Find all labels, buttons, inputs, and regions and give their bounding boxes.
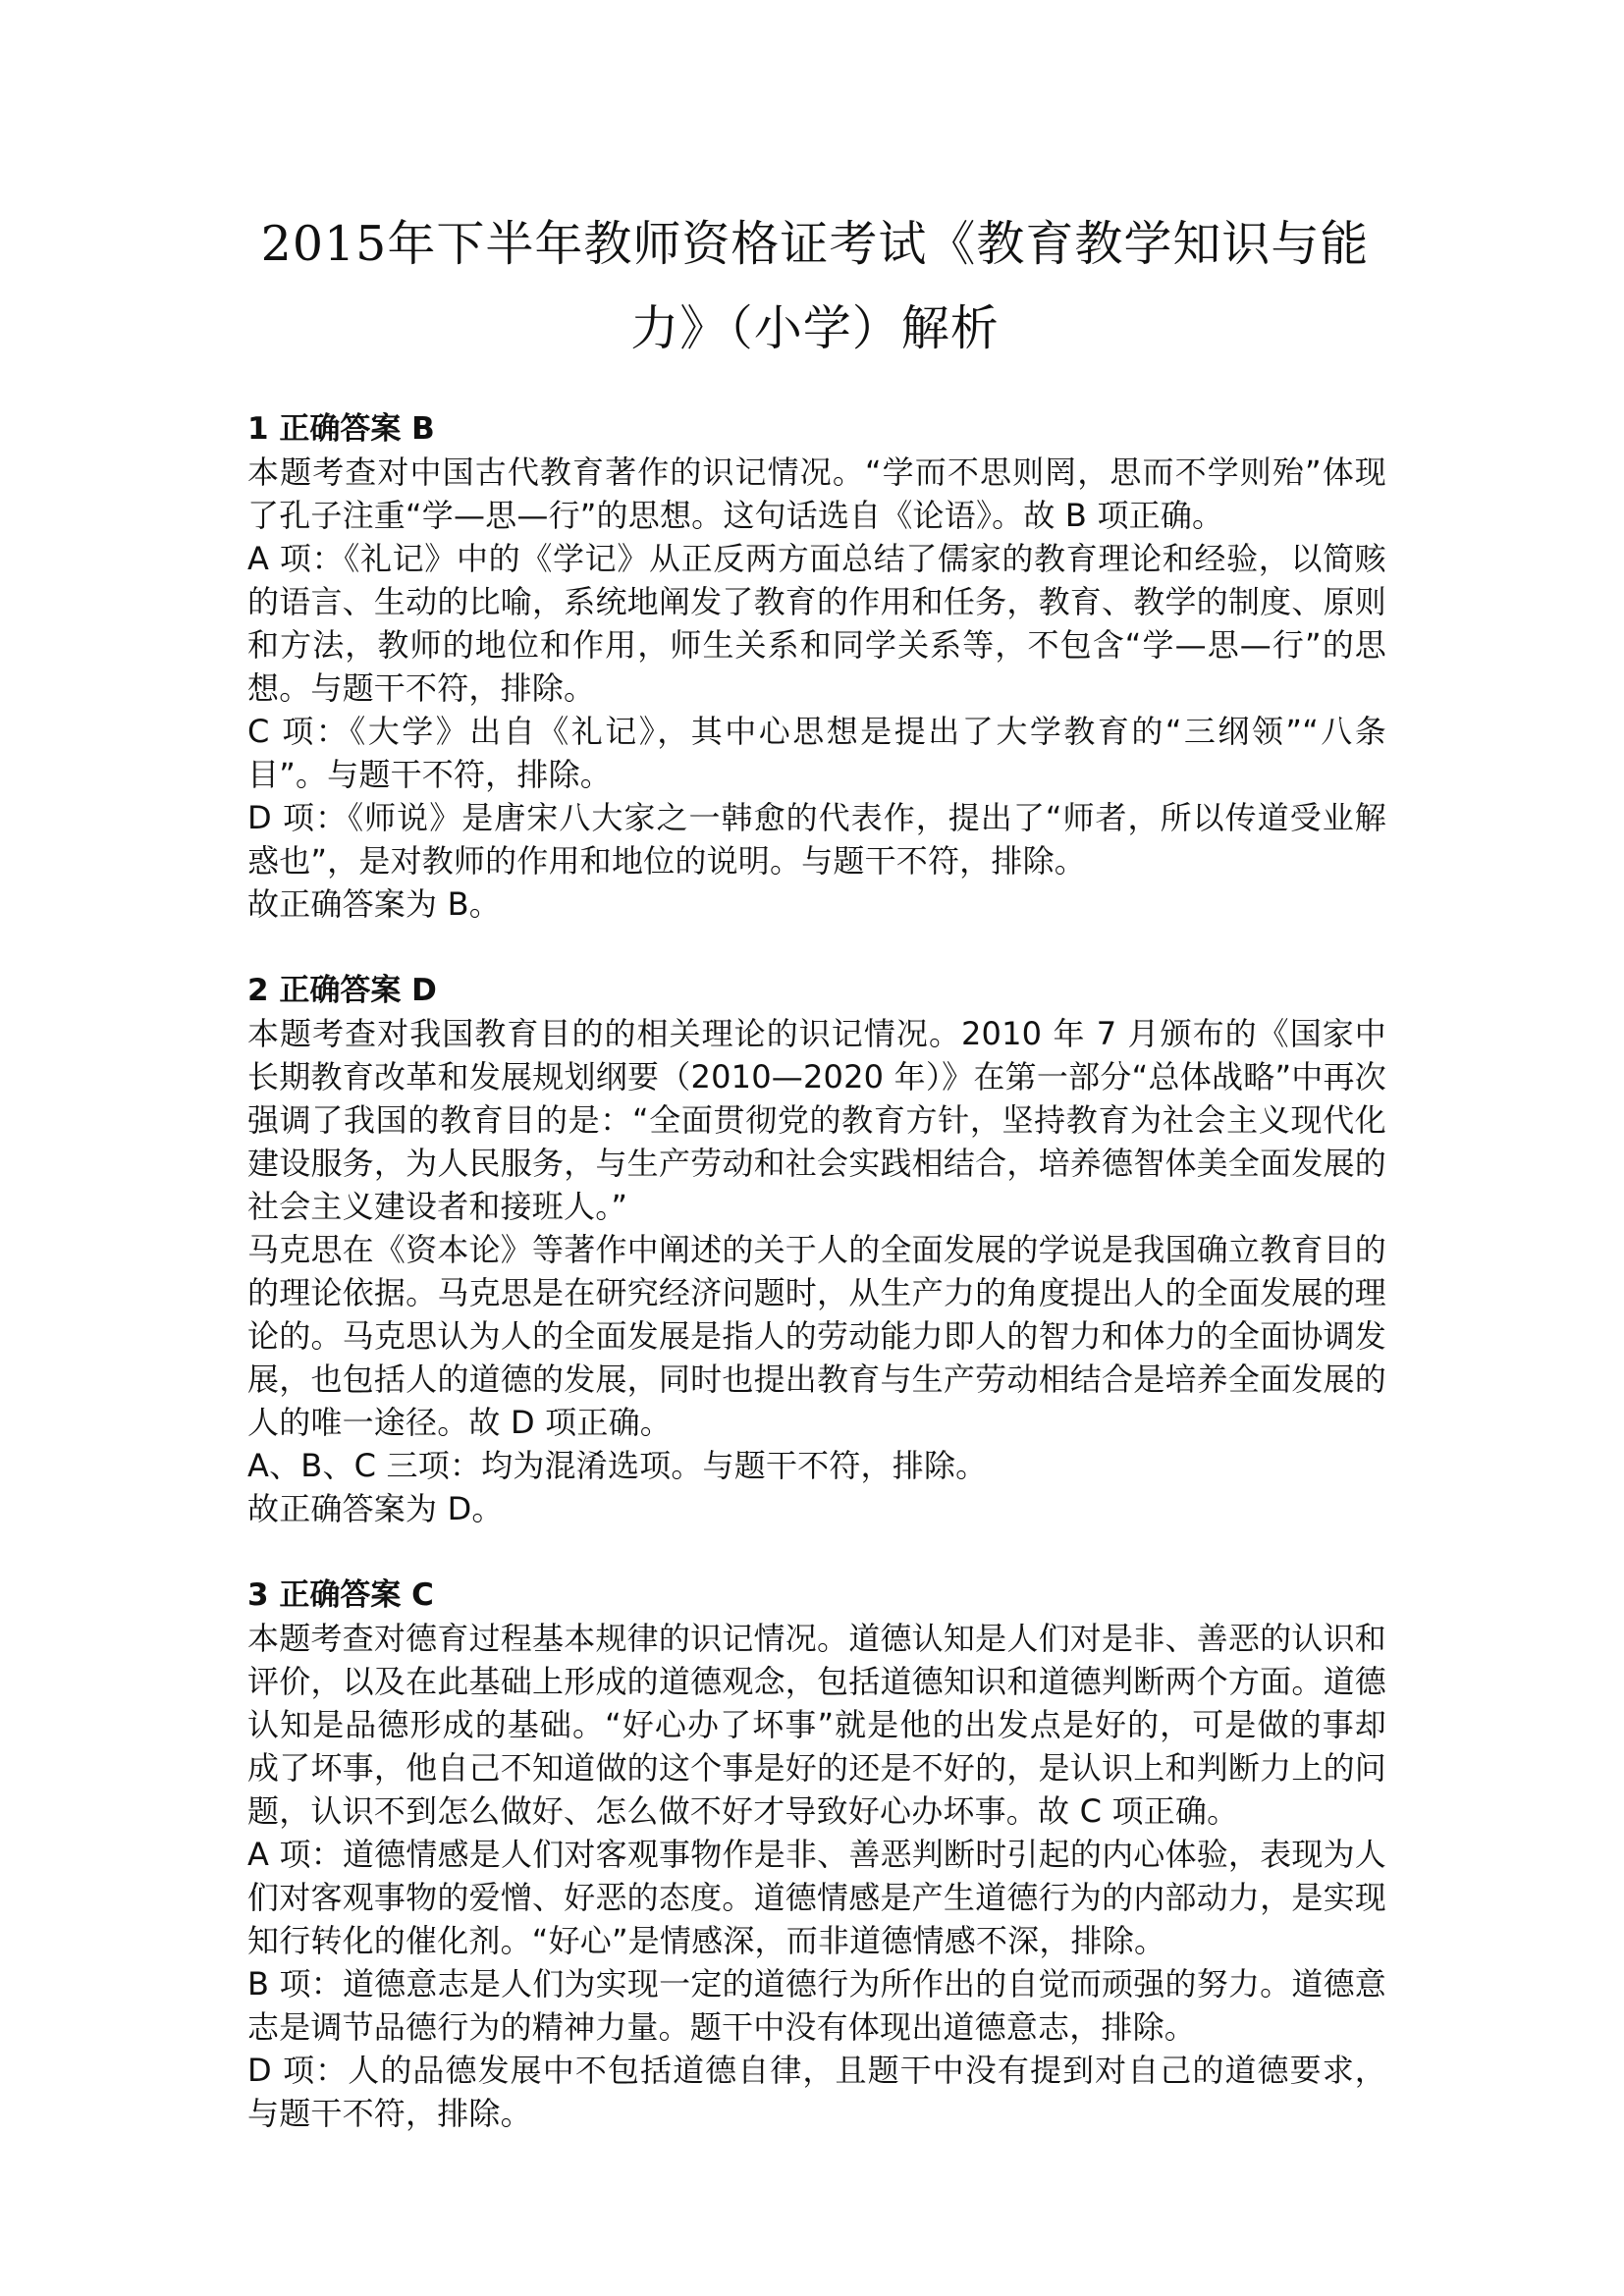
paragraph: D 项：人的品德发展中不包括道德自律，且题干中没有提到对自己的道德要求，与题干不符，排除。 bbox=[247, 2052, 1386, 2132]
paragraph: 马克思在《资本论》等著作中阐述的关于人的全面发展的学说是我国确立教育目的的理论依据。马克思是在研究经济问题时，从生产力的角度提出人的全面发展的理论的。马克思认为人的全面发展是指人的劳动能力即人的智力和体力的全面协调发展，也包括人的道德的发展，同时也提出教育与生产劳动相结合是培养全面发展的人的唯一途径。故 D 项正确。 bbox=[247, 1231, 1386, 1441]
paragraph: D 项：《师说》是唐宋八大家之一韩愈的代表作，提出了“师者，所以传道受业解惑也”，是对教师的作用和地位的说明。与题干不符，排除。 bbox=[247, 799, 1386, 880]
paragraph: A 项：道德情感是人们对客观事物作是非、善恶判断时引起的内心体验，表现为人们对客观事物的爱憎、好恶的态度。道德情感是产生道德行为的内部动力，是实现知行转化的催化剂。“好心”是情感深，而非道德情感不深，排除。 bbox=[247, 1836, 1386, 1959]
section-heading: 2 正确答案 D bbox=[247, 973, 437, 1008]
paragraph: 本题考查对德育过程基本规律的识记情况。道德认知是人们对是非、善恶的认识和评价，以及在此基础上形成的道德观念，包括道德知识和道德判断两个方面。道德认知是品德形成的基础。“好心办了坏事”就是他的出发点是好的，可是做的事却成了坏事，他自己不知道做的这个事是好的还是不好的，是认识上和判断力上的问题，认识不到怎么做好、怎么做不好才导致好心办坏事。故 C 项正确。 bbox=[247, 1620, 1386, 1830]
answer-section-1 bbox=[247, 407, 1386, 926]
paragraph: B 项：道德意志是人们为实现一定的道德行为所作出的自觉而顽强的努力。道德意志是调节品德行为的精神力量。题干中没有体现出道德意志，排除。 bbox=[247, 1965, 1386, 2046]
paragraph: 故正确答案为 B。 bbox=[247, 885, 501, 923]
section-heading: 1 正确答案 B bbox=[247, 411, 435, 447]
paragraph: 本题考查对中国古代教育著作的识记情况。“学而不思则罔，思而不学则殆”体现了孔子注重“学—思—行”的思想。这句话选自《论语》。故 B 项正确。 bbox=[247, 454, 1386, 534]
answer-section-2 bbox=[247, 969, 1386, 1530]
document-body bbox=[247, 407, 1386, 2178]
paragraph: A 项：《礼记》中的《学记》从正反两方面总结了儒家的教育理论和经验，以简赅的语言、生动的比喻，系统地阐发了教育的作用和任务，教育、教学的制度、原则和方法，教师的地位和作用，师生关系和同学关系等，不包含“学—思—行”的思想。与题干不符，排除。 bbox=[247, 540, 1386, 707]
page-title: 2015年下半年教师资格证考试《教育教学知识与能力》（小学）解析 bbox=[260, 216, 1370, 356]
paragraph: 本题考查对我国教育目的的相关理论的识记情况。2010 年 7 月颁布的《国家中长期教育改革和发展规划纲要（2010—2020 年）》在第一部分“总体战略”中再次强调了我国的教育目的是：“全面贯彻党的教育方针，坚持教育为社会主义现代化建设服务，为人民服务，与生产劳动和社会实践相结合，培养德智体美全面发展的社会主义建设者和接班人。” bbox=[247, 1015, 1386, 1225]
paragraph: 故正确答案为 D。 bbox=[247, 1490, 504, 1527]
section-heading: 3 正确答案 C bbox=[247, 1577, 434, 1613]
paragraph: C 项：《大学》出自《礼记》，其中心思想是提出了大学教育的“三纲领”“八条目”。与题干不符，排除。 bbox=[247, 713, 1386, 793]
answer-section-3 bbox=[247, 1574, 1386, 2135]
paragraph: A、B、C 三项：均为混淆选项。与题干不符，排除。 bbox=[247, 1447, 988, 1484]
